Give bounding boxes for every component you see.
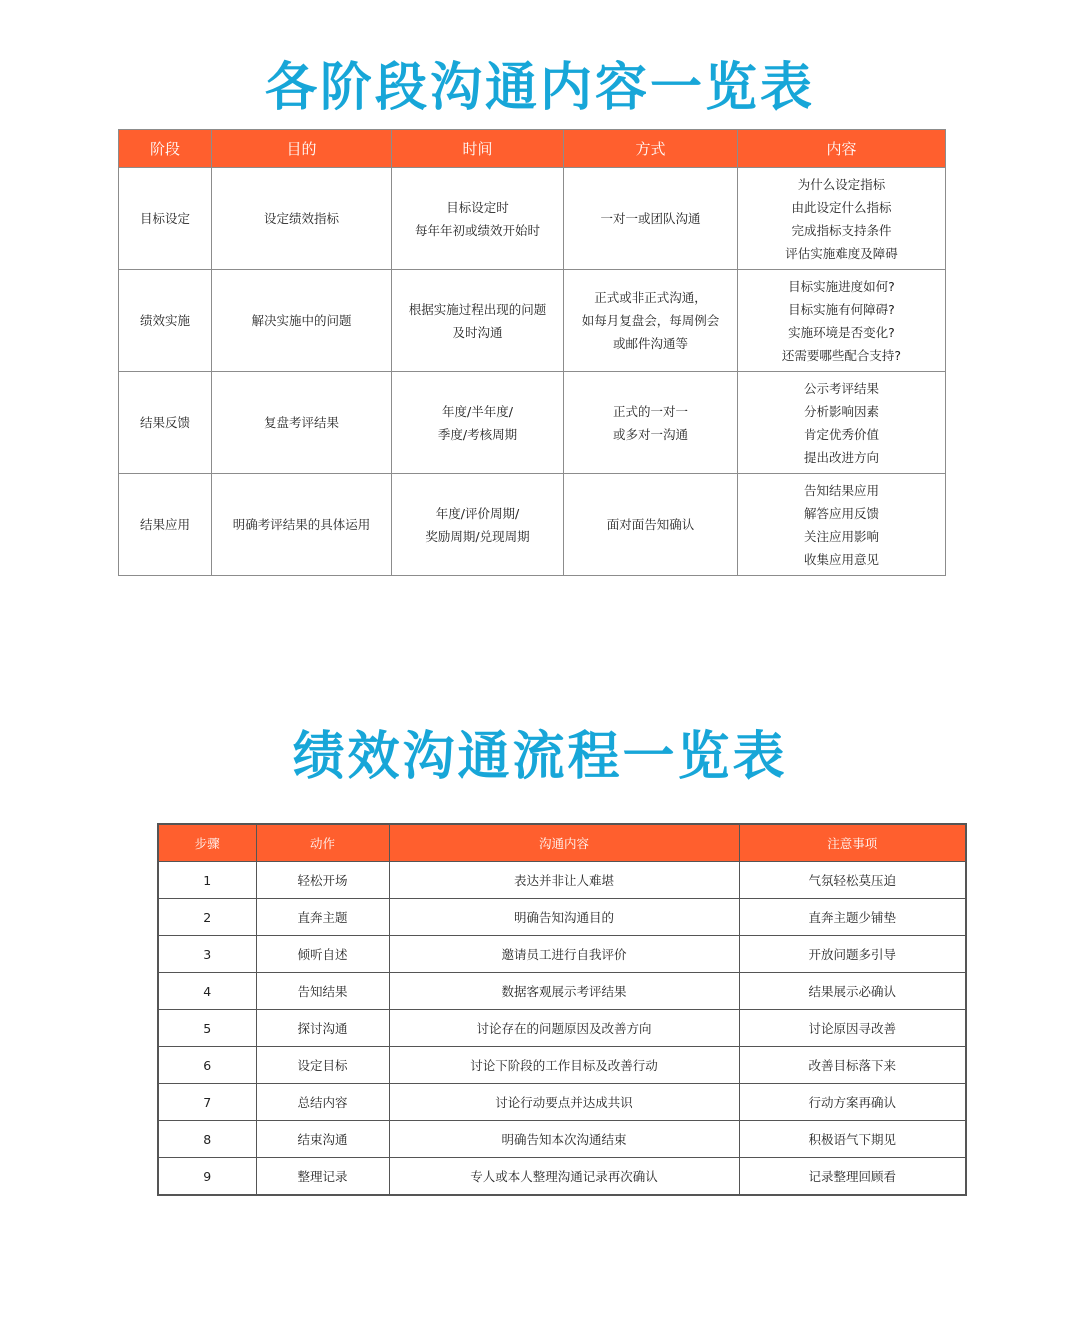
header-method: 方式	[564, 130, 738, 168]
cell-line: 年度/半年度/	[442, 403, 513, 419]
cell-line: 肯定优秀价值	[803, 426, 879, 442]
cell-stage: 绩效实施	[119, 270, 212, 372]
header-time: 时间	[392, 130, 564, 168]
table-header-row	[158, 824, 966, 862]
cell-method	[564, 168, 738, 270]
cell-content	[738, 372, 946, 474]
cell-purpose: 明确考评结果的具体运用	[212, 474, 392, 576]
cell-method	[564, 372, 738, 474]
cell-line: 评估实施难度及障碍	[785, 245, 898, 261]
cell-note: 改善目标落下来	[739, 1047, 966, 1084]
cell-step: 7	[158, 1084, 256, 1121]
cell-line: 正式或非正式沟通，	[594, 290, 707, 305]
cell-line: 年度/评价周期/	[435, 505, 520, 521]
cell-line: 或多对一沟通	[612, 426, 688, 442]
table-row	[158, 973, 966, 1010]
cell-line: 还需要哪些配合支持?	[781, 347, 902, 363]
cell-content: 表达并非让人难堪	[389, 862, 739, 899]
cell-step: 3	[158, 936, 256, 973]
cell-line: 完成指标支持条件	[791, 222, 892, 238]
table-row	[119, 270, 946, 372]
cell-time	[392, 270, 564, 372]
cell-content: 专人或本人整理沟通记录再次确认	[389, 1158, 739, 1196]
table-row	[119, 168, 946, 270]
cell-step: 1	[158, 862, 256, 899]
cell-note: 行动方案再确认	[739, 1084, 966, 1121]
cell-line: 及时沟通	[452, 324, 503, 340]
cell-action: 结束沟通	[256, 1121, 389, 1158]
cell-content: 讨论下阶段的工作目标及改善行动	[389, 1047, 739, 1084]
cell-method	[564, 270, 738, 372]
cell-content: 明确告知沟通目的	[389, 899, 739, 936]
cell-content	[738, 474, 946, 576]
cell-note: 气氛轻松莫压迫	[739, 862, 966, 899]
cell-line: 奖励周期/兑现周期	[425, 528, 530, 544]
cell-line: 提出改进方向	[803, 449, 879, 465]
cell-line: 季度/考核周期	[437, 426, 518, 442]
table-row	[158, 1121, 966, 1158]
header-content: 内容	[738, 130, 946, 168]
cell-content: 讨论存在的问题原因及改善方向	[389, 1010, 739, 1047]
cell-step: 8	[158, 1121, 256, 1158]
table-row	[158, 862, 966, 899]
cell-note: 积极语气下期见	[739, 1121, 966, 1158]
cell-time	[392, 474, 564, 576]
table-row	[158, 899, 966, 936]
header-purpose: 目的	[212, 130, 392, 168]
cell-line: 如每月复盘会，每周例会	[581, 313, 720, 328]
cell-action: 总结内容	[256, 1084, 389, 1121]
cell-line: 收集应用意见	[803, 551, 879, 567]
cell-line: 实施环境是否变化?	[788, 324, 895, 340]
cell-action: 直奔主题	[256, 899, 389, 936]
cell-note: 直奔主题少铺垫	[739, 899, 966, 936]
cell-line: 正式的一对一	[612, 403, 688, 419]
cell-line: 目标实施进度如何?	[788, 278, 895, 294]
table-row	[119, 474, 946, 576]
cell-line: 解答应用反馈	[803, 505, 879, 521]
header-action: 动作	[256, 824, 389, 862]
cell-note: 讨论原因寻改善	[739, 1010, 966, 1047]
table-row	[158, 1084, 966, 1121]
cell-content: 讨论行动要点并达成共识	[389, 1084, 739, 1121]
cell-line: 由此设定什么指标	[791, 199, 892, 215]
cell-line: 目标实施有何障碍?	[788, 301, 895, 317]
header-note: 注意事项	[739, 824, 966, 862]
cell-purpose: 复盘考评结果	[212, 372, 392, 474]
cell-action: 整理记录	[256, 1158, 389, 1196]
cell-action: 倾听自述	[256, 936, 389, 973]
cell-content: 数据客观展示考评结果	[389, 973, 739, 1010]
page-title-communication-content: 各阶段沟通内容一览表	[264, 58, 815, 118]
cell-line: 一对一或团队沟通	[600, 211, 701, 226]
cell-time	[392, 372, 564, 474]
header-content: 沟通内容	[389, 824, 739, 862]
header-stage: 阶段	[119, 130, 212, 168]
cell-line: 每年年初或绩效开始时	[414, 222, 540, 238]
table-header-row	[119, 130, 946, 168]
cell-note: 记录整理回顾看	[739, 1158, 966, 1196]
communication-process-table	[157, 823, 967, 1196]
cell-line: 关注应用影响	[803, 528, 879, 544]
cell-line: 目标设定时	[446, 199, 509, 215]
cell-action: 告知结果	[256, 973, 389, 1010]
cell-purpose: 解决实施中的问题	[212, 270, 392, 372]
cell-step: 4	[158, 973, 256, 1010]
table-row	[158, 936, 966, 973]
cell-line: 为什么设定指标	[797, 176, 886, 192]
cell-note: 开放问题多引导	[739, 936, 966, 973]
page-title-communication-process: 绩效沟通流程一览表	[292, 727, 788, 787]
table-row	[158, 1047, 966, 1084]
cell-line: 公示考评结果	[803, 380, 879, 396]
table-row	[119, 372, 946, 474]
header-step: 步骤	[158, 824, 256, 862]
cell-line: 或邮件沟通等	[612, 336, 688, 351]
table-row	[158, 1158, 966, 1196]
cell-line: 分析影响因素	[803, 403, 879, 419]
cell-time	[392, 168, 564, 270]
cell-line: 根据实施过程出现的问题	[408, 301, 547, 317]
cell-note: 结果展示必确认	[739, 973, 966, 1010]
cell-line: 告知结果应用	[803, 482, 879, 498]
cell-content: 邀请员工进行自我评价	[389, 936, 739, 973]
cell-action: 轻松开场	[256, 862, 389, 899]
cell-content: 明确告知本次沟通结束	[389, 1121, 739, 1158]
cell-method	[564, 474, 738, 576]
cell-line: 面对面告知确认	[606, 517, 695, 532]
cell-purpose: 设定绩效指标	[212, 168, 392, 270]
cell-action: 探讨沟通	[256, 1010, 389, 1047]
cell-action: 设定目标	[256, 1047, 389, 1084]
cell-stage: 结果反馈	[119, 372, 212, 474]
cell-stage: 目标设定	[119, 168, 212, 270]
cell-step: 2	[158, 899, 256, 936]
cell-step: 9	[158, 1158, 256, 1196]
cell-content	[738, 270, 946, 372]
cell-step: 6	[158, 1047, 256, 1084]
communication-content-table	[118, 129, 946, 576]
cell-stage: 结果应用	[119, 474, 212, 576]
cell-content	[738, 168, 946, 270]
cell-step: 5	[158, 1010, 256, 1047]
table-row	[158, 1010, 966, 1047]
